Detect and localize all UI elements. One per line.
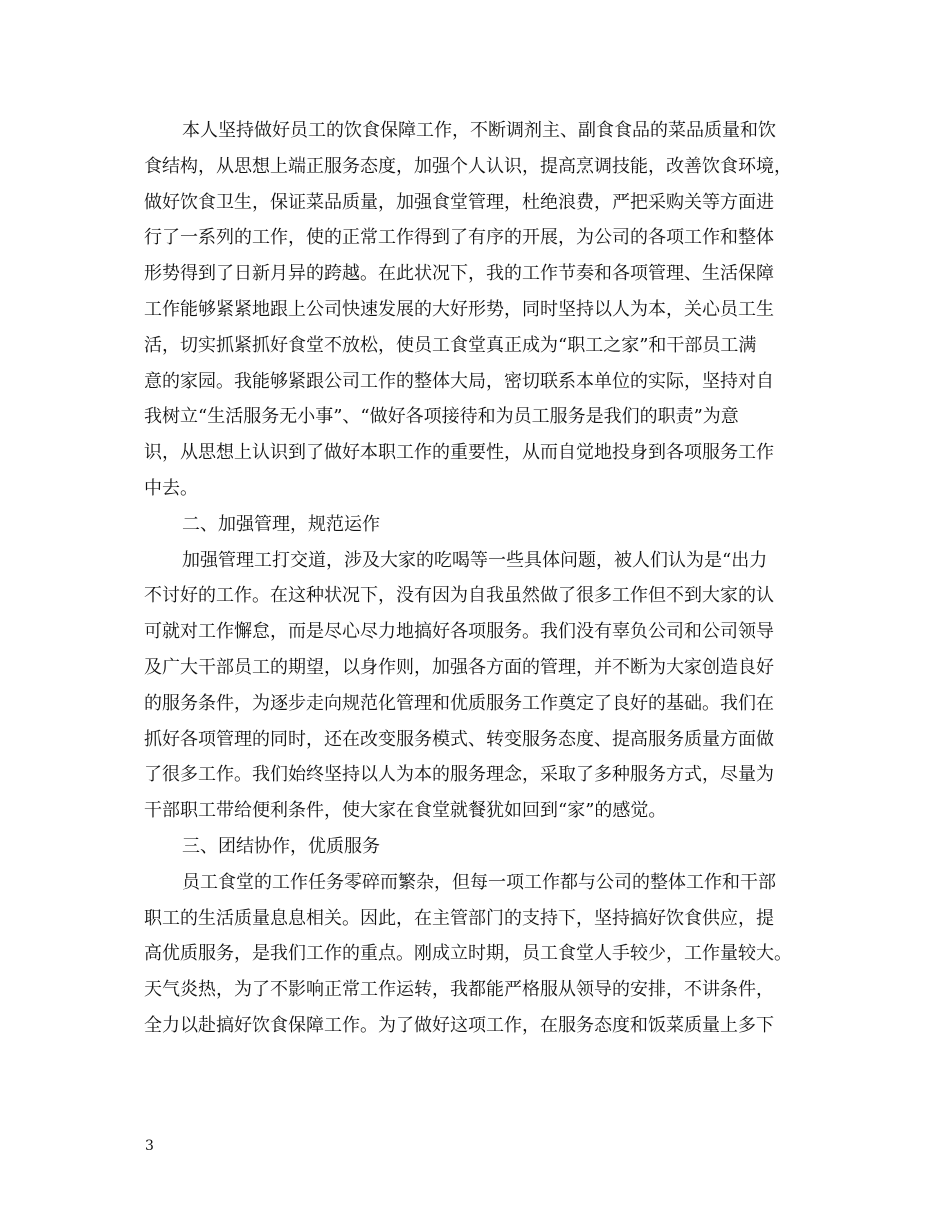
text-line: 中去。 — [144, 477, 198, 499]
text-line: 可就对工作懈怠，而是尽心尽力地搞好各项服务。我们没有辜负公司和公司领导 — [144, 621, 774, 643]
text-line: 全力以赴搞好饮食保障工作。为了做好这项工作，在服务态度和饭菜质量上多下 — [144, 1014, 774, 1036]
text-line: 工作能够紧紧地跟上公司快速发展的大好形势，同时坚持以人为本，关心员工生 — [144, 298, 774, 320]
text-line: 不讨好的工作。在这种状况下，没有因为自我虽然做了很多工作但不到大家的认 — [144, 585, 774, 607]
text-line: 抓好各项管理的同时，还在改变服务模式、转变服务态度、提高服务质量方面做 — [144, 728, 774, 750]
text-line: 职工的生活质量息息相关。因此，在主管部门的支持下，坚持搞好饮食供应，提 — [144, 907, 774, 929]
text-line: 活，切实抓紧抓好食堂不放松，使员工食堂真正成为“职工之家”和干部员工满 — [144, 334, 757, 356]
text-line: 我树立“生活服务无小事”、“做好各项接待和为员工服务是我们的职责”为意 — [144, 406, 739, 428]
text-line: 了很多工作。我们始终坚持以人为本的服务理念，采取了多种服务方式，尽量为 — [144, 764, 774, 786]
text-line: 食结构，从思想上端正服务态度，加强个人认识，提高烹调技能，改善饮食环境， — [144, 155, 792, 177]
text-line: 二、加强管理，规范运作 — [182, 513, 380, 535]
text-line: 员工食堂的工作任务零碎而繁杂，但每一项工作都与公司的整体工作和干部 — [182, 871, 776, 893]
text-line: 识，从思想上认识到了做好本职工作的重要性，从而自觉地投身到各项服务工作 — [144, 442, 774, 464]
page-number: 3 — [145, 1138, 154, 1154]
text-line: 干部职工带给便利条件，使大家在食堂就餐犹如回到“家”的感觉。 — [144, 800, 667, 822]
text-line: 三、团结协作，优质服务 — [182, 835, 380, 857]
text-line: 高优质服务，是我们工作的重点。刚成立时期，员工食堂人手较少，工作量较大。 — [144, 943, 792, 965]
text-line: 天气炎热，为了不影响正常工作运转，我都能严格服从领导的安排，不讲条件， — [144, 979, 774, 1001]
text-line: 形势得到了日新月异的跨越。在此状况下，我的工作节奏和各项管理、生活保障 — [144, 263, 774, 285]
text-line: 做好饮食卫生，保证菜品质量，加强食堂管理，杜绝浪费，严把采购关等方面进 — [144, 191, 774, 213]
text-line: 意的家园。我能够紧跟公司工作的整体大局，密切联系本单位的实际，坚持对自 — [144, 370, 774, 392]
body-text — [144, 113, 804, 1044]
text-line: 及广大干部员工的期望，以身作则，加强各方面的管理，并不断为大家创造良好 — [144, 656, 774, 678]
text-line: 本人坚持做好员工的饮食保障工作，不断调剂主、副食食品的菜品质量和饮 — [182, 120, 776, 141]
text-line: 加强管理工打交道，涉及大家的吃喝等一些具体问题，被人们认为是“出力 — [182, 549, 768, 571]
text-line: 行了一系列的工作，使的正常工作得到了有序的开展，为公司的各项工作和整体 — [144, 227, 774, 249]
text-line: 的服务条件，为逐步走向规范化管理和优质服务工作奠定了良好的基础。我们在 — [144, 692, 774, 714]
